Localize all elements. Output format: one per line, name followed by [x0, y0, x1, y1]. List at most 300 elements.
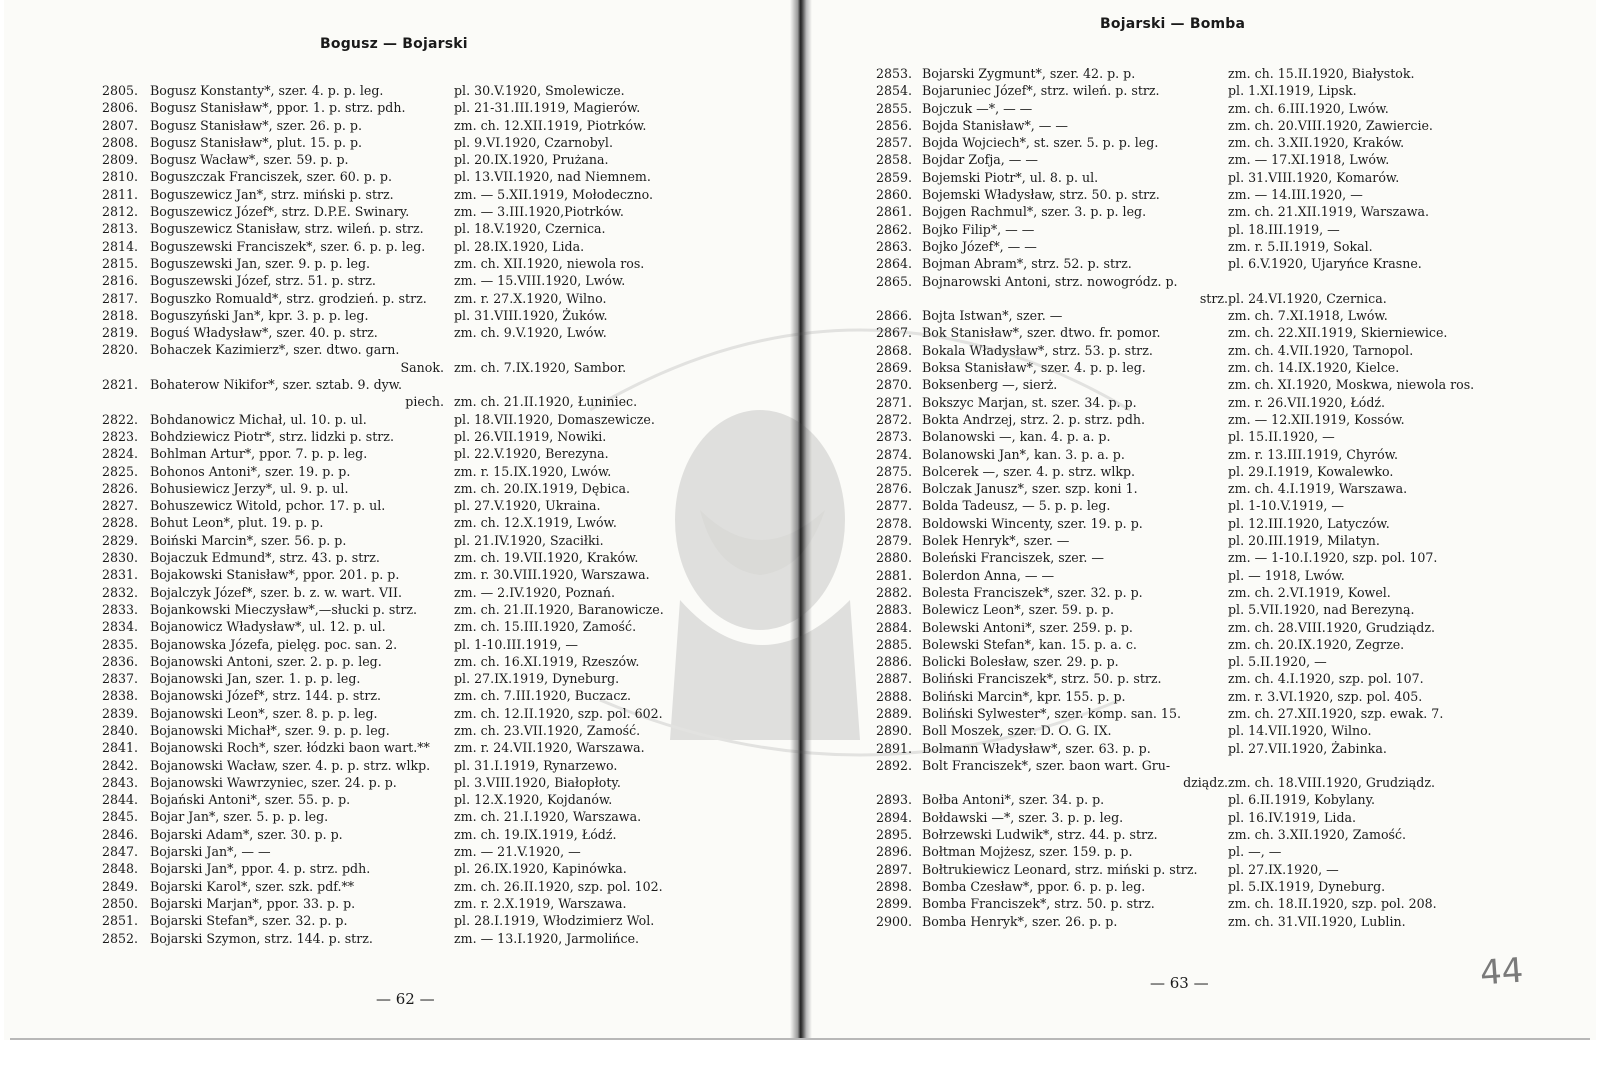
entry-name: Bolewski Stefan*, kan. 15. p. a. c.: [922, 636, 1137, 652]
entry-number: 2897.: [876, 861, 913, 877]
entry-fate: zm. ch. 12.X.1919, Lwów.: [454, 515, 617, 531]
entry-name: Bokszyc Marjan, st. szer. 34. p. p.: [922, 394, 1137, 410]
entry-number: 2885.: [876, 636, 913, 652]
entry-row: [102, 566, 792, 583]
entry-fate: zm. ch. 21.I.1920, Warszawa.: [454, 809, 642, 825]
entry-name: Bojarski Jan*, — —: [150, 844, 271, 860]
entry-number: 2819.: [102, 325, 139, 341]
entry-row: [102, 912, 792, 929]
entry-row: [102, 670, 792, 687]
entry-row: [102, 411, 792, 428]
entry-name: Bojanowski Wacław, szer. 4. p. p. strz. wlkp.: [150, 757, 431, 773]
entry-fate: pl. 6.II.1919, Kobylany.: [1228, 792, 1376, 808]
entry-name: Bohdziewicz Piotr*, strz. lidzki p. strz.: [150, 428, 394, 444]
entry-fate: zm. ch. 22.XII.1919, Skierniewice.: [1228, 325, 1448, 341]
entry-name: Bojaczuk Edmund*, strz. 43. p. strz.: [150, 550, 380, 566]
entry-name: Bolerdon Anna, — —: [922, 567, 1055, 583]
entry-row: [876, 740, 1586, 757]
entry-fate: pl. 20.III.1919, Milatyn.: [1228, 533, 1380, 549]
entry-name: Bojarski Szymon, strz. 144. p. strz.: [150, 930, 373, 946]
entry-row: [876, 428, 1586, 445]
entry-name: Bołrzewski Ludwik*, strz. 44. p. strz.: [922, 827, 1158, 843]
entry-row: [102, 428, 792, 445]
entry-row: [876, 324, 1586, 341]
entry-fate: pl. 28.I.1919, Włodzimierz Wol.: [454, 913, 655, 929]
entry-name: Boguszko Romuald*, strz. grodzień. p. strz.: [150, 290, 427, 306]
entry-row: [102, 220, 792, 237]
entry-fate: pl. 12.III.1920, Latyczów.: [1228, 515, 1390, 531]
entry-fate: zm. r. 13.III.1919, Chyrów.: [1228, 446, 1398, 462]
entry-row: [876, 463, 1586, 480]
entry-name: Bojta Istwan*, szer. —: [922, 308, 1063, 324]
entry-fate: pl. 14.VII.1920, Wilno.: [1228, 723, 1372, 739]
entry-fate: pl. 31.I.1919, Rynarzewo.: [454, 757, 618, 773]
entry-row: [876, 82, 1586, 99]
entry-number: 2895.: [876, 827, 913, 843]
entry-fate: pl. 31.VIII.1920, Żuków.: [454, 307, 608, 323]
entry-name: Bolanowski Jan*, kan. 3. p. a. p.: [922, 446, 1125, 462]
entry-row: [876, 878, 1586, 895]
entry-fate: zm. ch. 28.VIII.1920, Grudziądz.: [1228, 619, 1435, 635]
entry-number: 2863.: [876, 238, 913, 254]
entry-row: [102, 532, 792, 549]
entry-row: [102, 480, 792, 497]
right-entry-list: [876, 65, 1586, 930]
entry-fate: pl. —, —: [1228, 844, 1282, 860]
entry-name: Bojanowski Leon*, szer. 8. p. p. leg.: [150, 705, 378, 721]
entry-name: Bohdanowicz Michał, ul. 10. p. ul.: [150, 411, 367, 427]
entry-number: 2832.: [102, 584, 139, 600]
entry-number: 2812.: [102, 204, 139, 220]
entry-fate: pl. 12.X.1920, Kojdanów.: [454, 792, 613, 808]
left-page: [4, 0, 800, 1040]
entry-fate: zm. ch. 6.III.1920, Lwów.: [1228, 100, 1389, 116]
entry-fate: zm. ch. 14.IX.1920, Kielce.: [1228, 360, 1400, 376]
entry-number: 2831.: [102, 567, 139, 583]
entry-name: Bojanowski Józef*, strz. 144. p. strz.: [150, 688, 382, 704]
entry-number: 2898.: [876, 878, 913, 894]
right-folio: — 63 —: [1150, 974, 1209, 992]
entry-row: [102, 843, 792, 860]
entry-number: 2845.: [102, 809, 139, 825]
entry-number: 2893.: [876, 792, 913, 808]
entry-row: [876, 151, 1586, 168]
entry-fate: zm. ch. 12.XII.1919, Piotrków.: [454, 117, 647, 133]
entry-number: 2859.: [876, 169, 913, 185]
entry-name: Bokta Andrzej, strz. 2. p. strz. pdh.: [922, 411, 1146, 427]
entry-row: [102, 739, 792, 756]
entry-row: [102, 82, 792, 99]
entry-fate: pl. — 1918, Lwów.: [1228, 567, 1345, 583]
entry-fate: pl. 6.V.1920, Ujaryńce Krasne.: [1228, 256, 1422, 272]
entry-number: 2862.: [876, 221, 913, 237]
entry-row: [876, 446, 1586, 463]
entry-number: 2837.: [102, 671, 139, 687]
entry-row: [876, 705, 1586, 722]
entry-fate: zm. — 1-10.I.1920, szp. pol. 107.: [1228, 550, 1438, 566]
entry-row: [876, 791, 1586, 808]
entry-fate: zm. ch. 12.II.1920, szp. pol. 602.: [454, 705, 663, 721]
entry-name: Bojko Filip*, — —: [922, 221, 1035, 237]
entry-fate: pl. 24.VI.1920, Czernica.: [1228, 290, 1387, 306]
entry-name: Bojarski Zygmunt*, szer. 42. p. p.: [922, 66, 1136, 81]
entry-name: Bołtman Mojżesz, szer. 159. p. p.: [922, 844, 1133, 860]
scan-bottom-margin: [0, 1040, 1600, 1068]
entry-row: [876, 722, 1586, 739]
book-gutter: [790, 0, 812, 1040]
entry-fate: zm. ch. 20.IX.1920, Zegrze.: [1228, 636, 1405, 652]
entry-name: Boguszewski Franciszek*, szer. 6. p. p. leg.: [150, 238, 426, 254]
entry-row: [102, 636, 792, 653]
entry-name: Boguszyński Jan*, kpr. 3. p. p. leg.: [150, 307, 369, 323]
entry-name: Bojanowski Roch*, szer. łódzki baon wart.**: [150, 740, 430, 756]
entry-number: 2880.: [876, 550, 913, 566]
entry-row: [876, 757, 1586, 792]
entry-name: Boguszewicz Jan*, strz. miński p. strz.: [150, 186, 394, 202]
entry-row: [876, 532, 1586, 549]
entry-name: Boliński Sylwester*, szer. komp. san. 15.: [922, 705, 1181, 721]
entry-fate: pl. 22.V.1920, Berezyna.: [454, 446, 609, 462]
entry-row: [102, 618, 792, 635]
entry-fate: zm. ch. 7.XI.1918, Lwów.: [1228, 308, 1388, 324]
entry-row: [102, 151, 792, 168]
entry-fate: zm. — 5.XII.1919, Mołodeczno.: [454, 186, 653, 202]
entry-name: Bolanowski —, kan. 4. p. a. p.: [922, 429, 1111, 445]
entry-number: 2878.: [876, 515, 913, 531]
entry-fate: zm. ch. 4.VII.1920, Tarnopol.: [1228, 342, 1414, 358]
entry-number: 2806.: [102, 100, 139, 116]
entry-fate: pl. 18.VII.1920, Domaszewicze.: [454, 411, 655, 427]
entry-name: Bojanowski Jan, szer. 1. p. p. leg.: [150, 671, 361, 687]
entry-name: Bojalczyk Józef*, szer. b. z. w. wart. VII.: [150, 584, 403, 600]
entry-number: 2873.: [876, 429, 913, 445]
entry-number: 2856.: [876, 117, 913, 133]
entry-row: [102, 99, 792, 116]
entry-row: [102, 290, 792, 307]
entry-number: 2852.: [102, 930, 139, 946]
entry-fate: zm. ch. 20.VIII.1920, Zawiercie.: [1228, 117, 1433, 133]
entry-name: Bojarski Marjan*, ppor. 33. p. p.: [150, 895, 356, 911]
entry-number: 2828.: [102, 515, 139, 531]
entry-fate: zm. ch. 3.XII.1920, Kraków.: [1228, 135, 1405, 151]
entry-name: Bogusz Konstanty*, szer. 4. p. p. leg.: [150, 83, 384, 98]
entry-row: [876, 255, 1586, 272]
entry-name: Bojemski Piotr*, ul. 8. p. ul.: [922, 169, 1099, 185]
entry-row: [102, 497, 792, 514]
entry-number: 2891.: [876, 740, 913, 756]
entry-name: Bojanowska Józefa, pielęg. poc. san. 2.: [150, 636, 398, 652]
entry-fate: zm. — 12.XII.1919, Kossów.: [1228, 411, 1405, 427]
entry-row: [876, 134, 1586, 151]
entry-number: 2886.: [876, 654, 913, 670]
entry-row: [876, 186, 1586, 203]
entry-fate: zm. — 14.III.1920, —: [1228, 187, 1363, 203]
entry-name: Bojemski Władysław, strz. 50. p. strz.: [922, 187, 1160, 203]
entry-name: Bołba Antoni*, szer. 34. p. p.: [922, 792, 1105, 808]
entry-number: 2860.: [876, 187, 913, 203]
entry-name: Bolt Franciszek*, szer. baon wart. Gru-: [922, 757, 1171, 773]
entry-fate: pl. 26.IX.1920, Kapinówka.: [454, 861, 627, 877]
entry-row: [102, 757, 792, 774]
entry-number: 2842.: [102, 757, 139, 773]
entry-name: Bojda Stanisław*, — —: [922, 117, 1068, 133]
entry-number: 2888.: [876, 688, 913, 704]
right-running-head: Bojarski — Bomba: [1100, 16, 1246, 32]
entry-fate: zm. ch. 9.V.1920, Lwów.: [454, 325, 607, 341]
entry-row: [876, 549, 1586, 566]
entry-name: Bolda Tadeusz, — 5. p. p. leg.: [922, 498, 1111, 514]
entry-number: 2851.: [102, 913, 139, 929]
entry-name: Boguszewicz Stanisław, strz. wileń. p. strz.: [150, 221, 424, 237]
entry-fate: pl. 27.IX.1920, —: [1228, 861, 1339, 877]
entry-fate: zm. ch. 7.III.1920, Buczacz.: [454, 688, 632, 704]
entry-name: Bojda Wojciech*, st. szer. 5. p. p. leg.: [922, 135, 1159, 151]
entry-number: 2861.: [876, 204, 913, 220]
entry-row: [876, 169, 1586, 186]
entry-number: 2816.: [102, 273, 139, 289]
entry-name: Bohusiewicz Jerzy*, ul. 9. p. ul.: [150, 480, 349, 496]
entry-row: [102, 826, 792, 843]
entry-number: 2841.: [102, 740, 139, 756]
entry-row: [102, 860, 792, 877]
entry-number: 2872.: [876, 411, 913, 427]
entry-fate: pl. 28.IX.1920, Lida.: [454, 238, 585, 254]
entry-name: Bojarski Adam*, szer. 30. p. p.: [150, 826, 343, 842]
entry-fate: zm. ch. XI.1920, Moskwa, niewola ros.: [1228, 377, 1475, 393]
entry-number: 2838.: [102, 688, 139, 704]
entry-name: Bojanowski Wawrzyniec, szer. 24. p. p.: [150, 774, 397, 790]
entry-number: 2827.: [102, 498, 139, 514]
entry-row: [876, 861, 1586, 878]
entry-fate: zm. ch. 26.II.1920, szp. pol. 102.: [454, 878, 663, 894]
entry-row: [876, 567, 1586, 584]
entry-row: [102, 601, 792, 618]
entry-name: Bolesta Franciszek*, szer. 32. p. p.: [922, 584, 1143, 600]
entry-number: 2830.: [102, 550, 139, 566]
entry-fate: pl. 5.IX.1919, Dyneburg.: [1228, 878, 1386, 894]
entry-row: [876, 515, 1586, 532]
entry-name: Bojnarowski Antoni, strz. nowogródz. p.: [922, 273, 1178, 289]
entry-row: [102, 687, 792, 704]
entry-number: 2874.: [876, 446, 913, 462]
entry-fate: pl. 1-10.V.1919, —: [1228, 498, 1344, 514]
entry-row: [876, 342, 1586, 359]
handwritten-page-number: 44: [1478, 950, 1525, 994]
entry-fate: zm. r. 15.IX.1920, Lwów.: [454, 463, 612, 479]
entry-fate: zm. ch. 18.VIII.1920, Grudziądz.: [1228, 775, 1435, 791]
entry-row: [102, 324, 792, 341]
entry-fate: zm. — 21.V.1920, —: [454, 844, 581, 860]
entry-number: 2871.: [876, 394, 913, 410]
entry-fate: zm. ch. XII.1920, niewola ros.: [454, 255, 645, 271]
entry-name: Bolewski Antoni*, szer. 259. p. p.: [922, 619, 1133, 635]
entry-name: Boliński Marcin*, kpr. 155. p. p.: [922, 688, 1126, 704]
entry-fate: zm. ch. 31.VII.1920, Lublin.: [1228, 913, 1406, 929]
entry-fate: zm. ch. 4.I.1919, Warszawa.: [1228, 481, 1408, 497]
entry-name: Bojarski Karol*, szer. szk. pdf.**: [150, 878, 355, 894]
entry-name: Bogusz Stanisław*, ppor. 1. p. strz. pdh.: [150, 100, 406, 116]
entry-row: [102, 930, 792, 947]
entry-number: 2864.: [876, 256, 913, 272]
entry-fate: zm. r. 26.VII.1920, Łódź.: [1228, 394, 1386, 410]
entry-number: 2894.: [876, 809, 913, 825]
entry-number: 2840.: [102, 722, 139, 738]
entry-row: [876, 497, 1586, 514]
entry-number: 2813.: [102, 221, 139, 237]
entry-fate: zm. ch. 23.VII.1920, Zamość.: [454, 722, 641, 738]
entry-name: Bok Stanisław*, szer. dtwo. fr. pomor.: [922, 325, 1161, 341]
entry-number: 2825.: [102, 463, 139, 479]
entry-name: Bomba Czesław*, ppor. 6. p. p. leg.: [922, 878, 1146, 894]
entry-row: [102, 445, 792, 462]
entry-name: Bohuszewicz Witold, pchor. 17. p. ul.: [150, 498, 386, 514]
entry-number: 2807.: [102, 117, 139, 133]
entry-row: [876, 619, 1586, 636]
entry-fate: zm. r. 2.X.1919, Warszawa.: [454, 895, 627, 911]
entry-number: 2846.: [102, 826, 139, 842]
entry-number: 2876.: [876, 481, 913, 497]
entry-fate: zm. ch. 21.XII.1919, Warszawa.: [1228, 204, 1430, 220]
entry-name: Boll Moszek, szer. D. O. G. IX.: [922, 723, 1112, 739]
entry-row: [876, 203, 1586, 220]
entry-number: 2900.: [876, 913, 913, 929]
entry-number: 2835.: [102, 636, 139, 652]
entry-number: 2848.: [102, 861, 139, 877]
entry-row: [102, 878, 792, 895]
entry-number: 2867.: [876, 325, 913, 341]
entry-fate: pl. 16.IV.1919, Lida.: [1228, 809, 1357, 825]
entry-row: [876, 584, 1586, 601]
entry-row: [876, 394, 1586, 411]
entry-name: Bohaterow Nikifor*, szer. sztab. 9. dyw.: [150, 377, 403, 393]
entry-number: 2881.: [876, 567, 913, 583]
entry-name: Bokala Władysław*, strz. 53. p. strz.: [922, 342, 1153, 358]
entry-number: 2857.: [876, 135, 913, 151]
entry-row: [102, 895, 792, 912]
entry-number: 2843.: [102, 774, 139, 790]
entry-row: [102, 705, 792, 722]
entry-name: Bojar Jan*, szer. 5. p. p. leg.: [150, 809, 329, 825]
entry-name: Boiński Marcin*, szer. 56. p. p.: [150, 532, 347, 548]
entry-name: Bohlman Artur*, ppor. 7. p. p. leg.: [150, 446, 368, 462]
entry-row: [876, 376, 1586, 393]
entry-name: Boldowski Wincenty, szer. 19. p. p.: [922, 515, 1143, 531]
entry-number: 2818.: [102, 307, 139, 323]
entry-name: Bołtrukiewicz Leonard, strz. miński p. strz.: [922, 861, 1198, 877]
entry-name: Boksenberg —, sierż.: [922, 377, 1058, 393]
entry-name: Bojgen Rachmul*, szer. 3. p. p. leg.: [922, 204, 1147, 220]
entry-number: 2836.: [102, 653, 139, 669]
entry-number: 2879.: [876, 533, 913, 549]
entry-number: 2892.: [876, 757, 913, 773]
entry-name: Boguszewski Józef, strz. 51. p. strz.: [150, 273, 376, 289]
entry-fate: pl. 27.IX.1919, Dyneburg.: [454, 671, 620, 687]
entry-name-continuation: strz.: [1199, 290, 1228, 306]
entry-row: [876, 826, 1586, 843]
entry-row: [102, 238, 792, 255]
entry-name: Bomba Franciszek*, strz. 50. p. strz.: [922, 896, 1155, 912]
entry-row: [876, 636, 1586, 653]
entry-row: [876, 65, 1586, 82]
entry-number: 2877.: [876, 498, 913, 514]
entry-number: 2875.: [876, 463, 913, 479]
entry-row: [876, 895, 1586, 912]
entry-row: [876, 359, 1586, 376]
entry-fate: zm. ch. 3.XII.1920, Zamość.: [1228, 827, 1407, 843]
entry-fate: zm. ch. 4.I.1920, szp. pol. 107.: [1228, 671, 1424, 687]
entry-number: 2833.: [102, 601, 139, 617]
entry-row: [876, 809, 1586, 826]
entry-fate: pl. 21.IV.1920, Szaciłki.: [454, 532, 604, 548]
entry-fate: pl. 26.VII.1919, Nowiki.: [454, 428, 607, 444]
entry-row: [102, 117, 792, 134]
entry-number: 2854.: [876, 83, 913, 99]
entry-row: [102, 203, 792, 220]
entry-number: 2847.: [102, 844, 139, 860]
entry-row: [102, 791, 792, 808]
entry-row: [102, 549, 792, 566]
entry-row: [876, 653, 1586, 670]
entry-row: [102, 341, 792, 376]
entry-name: Boguszewski Jan, szer. 9. p. p. leg.: [150, 255, 371, 271]
entry-row: [102, 653, 792, 670]
entry-number: 2858.: [876, 152, 913, 168]
entry-number: 2870.: [876, 377, 913, 393]
entry-name: Bojaruniec Józef*, strz. wileń. p. strz.: [922, 83, 1160, 99]
entry-row: [876, 117, 1586, 134]
entry-fate: pl. 9.VI.1920, Czarnobyl.: [454, 134, 613, 150]
entry-row: [876, 221, 1586, 238]
entry-name: Bojczuk —*, — —: [922, 100, 1033, 116]
left-entry-list: [102, 82, 792, 947]
entry-fate: pl. 20.IX.1920, Prużana.: [454, 152, 609, 168]
entry-name: Bojankowski Mieczysław*,—słucki p. strz.: [150, 601, 418, 617]
entry-number: 2884.: [876, 619, 913, 635]
entry-name: Bołdawski —*, szer. 3. p. p. leg.: [922, 809, 1124, 825]
left-running-head: Bogusz — Bojarski: [320, 36, 468, 52]
entry-fate: zm. r. 27.X.1920, Wilno.: [454, 290, 607, 306]
entry-number: 2820.: [102, 342, 139, 358]
entry-name: Boksa Stanisław*, szer. 4. p. p. leg.: [922, 360, 1146, 376]
entry-number: 2866.: [876, 308, 913, 324]
entry-number: 2850.: [102, 895, 139, 911]
entry-fate: zm. — 3.III.1920,Piotrków.: [454, 204, 624, 220]
entry-name: Bohut Leon*, plut. 19. p. p.: [150, 515, 324, 531]
entry-number: 2824.: [102, 446, 139, 462]
entry-fate: pl. 30.V.1920, Smolewicze.: [454, 83, 625, 98]
entry-number: 2834.: [102, 619, 139, 635]
entry-number: 2887.: [876, 671, 913, 687]
entry-name: Bojarski Jan*, ppor. 4. p. strz. pdh.: [150, 861, 371, 877]
entry-fate: pl. 31.VIII.1920, Komarów.: [1228, 169, 1400, 185]
entry-name: Bolmann Władysław*, szer. 63. p. p.: [922, 740, 1151, 756]
entry-row: [102, 255, 792, 272]
entry-number: 2844.: [102, 792, 139, 808]
entry-row: [876, 670, 1586, 687]
entry-fate: zm. — 13.I.1920, Jarmolińce.: [454, 930, 640, 946]
entry-name: Bolek Henryk*, szer. —: [922, 533, 1070, 549]
entry-fate: zm. ch. 20.IX.1919, Dębica.: [454, 480, 630, 496]
entry-row: [876, 480, 1586, 497]
entry-name: Bojko Józef*, — —: [922, 238, 1037, 254]
entry-fate: pl. 1-10.III.1919, —: [454, 636, 578, 652]
entry-fate: pl. 18.V.1920, Czernica.: [454, 221, 606, 237]
entry-name: Bojdar Zofja, — —: [922, 152, 1038, 168]
entry-name: Bolczak Janusz*, szer. szp. koni 1.: [922, 481, 1138, 497]
entry-fate: zm. ch. 19.IX.1919, Łódź.: [454, 826, 617, 842]
entry-fate: zm. ch. 21.II.1920, Łuniniec.: [454, 394, 638, 410]
entry-number: 2882.: [876, 584, 913, 600]
